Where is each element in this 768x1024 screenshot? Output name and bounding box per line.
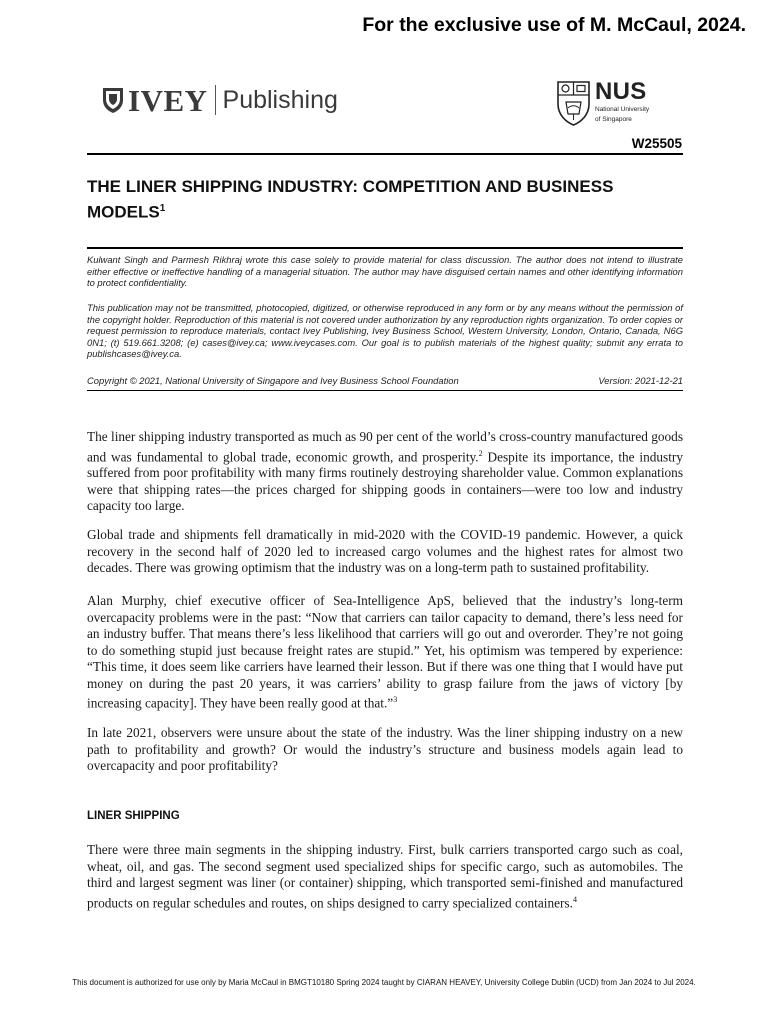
rights-notice: This publication may not be transmitted, photocopied, digitized, or otherwise reproduced in any form or by any means without the permission of the copyright holder. Reproduction of this material is not covered under authorization by any reproduction rights organization. To order copies or request permission to reproduce materials, contact Ivey Publishing, Ivey Business School, Western University, London, Ontario, Canada, N6G 0N1; (t) 519.661.3208; (e) cases@ivey.ca; www.iveycases.com. Our goal is to publish materials of the highest quality; submit any errata to publishcases@ivey.ca. bbox=[87, 302, 683, 359]
nus-crest-icon bbox=[556, 80, 591, 126]
body-paragraph-4: In late 2021, observers were unsure about the state of the industry. Was the liner shipping industry on a new path to profitability and growth? Or would the industry’s structure and business models again lead to overcapacity and poor profitability? bbox=[87, 725, 683, 773]
nus-subtitle-line2: of Singapore bbox=[595, 116, 632, 123]
header-rule bbox=[87, 153, 683, 155]
body-paragraph-1 bbox=[87, 429, 683, 515]
footnote-ref: 2 bbox=[478, 448, 483, 458]
footnote-ref: 3 bbox=[393, 695, 398, 704]
ivey-publishing-logo bbox=[102, 80, 338, 120]
paragraph-text: Alan Murphy, chief executive officer of Sea-Intelligence ApS, believed that the industry’s long-term overcapacity problems were in the past: “Now that carriers can tailor capacity to demand, there’s less need for an industry buffer. That means there’s less likelihood that carriers will go out and overorder. They’re not going to do something stupid just because freight rates are stupid.” Yet, his optimism was tempered by experience: “This time, it does seem like carriers have learned their lesson. But if there was one thing that I would have put money on during the past 20 years, it was carriers’ ability to grasp failure from the jaws of victory [by increasing capacity]. They have been really good at that.” bbox=[87, 593, 683, 711]
paragraph-text: There were three main segments in the shipping industry. First, bulk carriers transported cargo such as coal, wheat, oil, and gas. The second segment used specialized ships for specific cargo, such as automobiles. The third and largest segment was liner (or container) shipping, which transported semi-finished and manufactured products on regular schedules and routes, on ships designed to carry specialized containers. bbox=[87, 842, 683, 910]
publishing-wordmark: Publishing bbox=[222, 85, 338, 114]
case-title-text: THE LINER SHIPPING INDUSTRY: COMPETITION AND BUSINESS MODELS bbox=[87, 177, 614, 222]
paragraph-text: The liner shipping industry transported as much as 90 per cent of the world’s cross-country manufactured goods and was fundamental to global trade, economic growth, and prosperity. bbox=[87, 429, 683, 464]
ivey-wordmark: IVEY bbox=[128, 82, 208, 118]
ivey-shield-icon bbox=[102, 86, 124, 114]
body-paragraph-5 bbox=[87, 842, 683, 911]
copyright-rule bbox=[87, 390, 683, 391]
section-heading: LINER SHIPPING bbox=[87, 810, 180, 822]
case-title bbox=[87, 176, 687, 224]
case-number: W25505 bbox=[631, 136, 682, 151]
body-paragraph-2: Global trade and shipments fell dramatically in mid-2020 with the COVID-19 pandemic. However, a quick recovery in the second half of 2020 led to increased cargo volumes and the highest rates for almost two decades. There was growing optimism that the industry was on a long-term path to sustained profitability. bbox=[87, 527, 683, 575]
watermark: For the exclusive use of M. McCaul, 2024. bbox=[362, 14, 746, 36]
footnote-ref: 4 bbox=[572, 894, 577, 904]
copyright-text: Copyright © 2021, National University of Singapore and Ivey Business School Foundation bbox=[87, 375, 459, 386]
body-paragraph-3 bbox=[87, 593, 683, 712]
version-text: Version: 2021-12-21 bbox=[598, 375, 683, 386]
disclaimer-rule bbox=[87, 247, 683, 249]
nus-subtitle-line1: National University bbox=[595, 106, 650, 113]
author-disclaimer: Kulwant Singh and Parmesh Rikhraj wrote this case solely to provide material for class discussion. The author does not intend to illustrate either effective or ineffective handling of a managerial situation. The author may have disguised certain names and other identifying information to protect confidentiality. bbox=[87, 254, 683, 288]
paragraph-text-cont: Despite its importance, the industry suffered from poor profitability with many firms routinely destroying shareholder value. Common explanations were that shipping rates—the prices charged for shipping goods in containers—were too low and industry capacity too large. bbox=[87, 448, 683, 514]
footnote-ref: 1 bbox=[159, 203, 166, 214]
nus-logo bbox=[556, 80, 649, 126]
authorization-footer: This document is authorized for use only by Maria McCaul in BMGT10180 Spring 2024 taught by CIARAN HEAVEY, University College Dublin (UCD) from Jan 2024 to Jul 2024. bbox=[72, 978, 696, 987]
copyright-row bbox=[87, 375, 683, 386]
logo-divider bbox=[215, 85, 216, 115]
nus-wordmark: NUS bbox=[595, 78, 647, 105]
